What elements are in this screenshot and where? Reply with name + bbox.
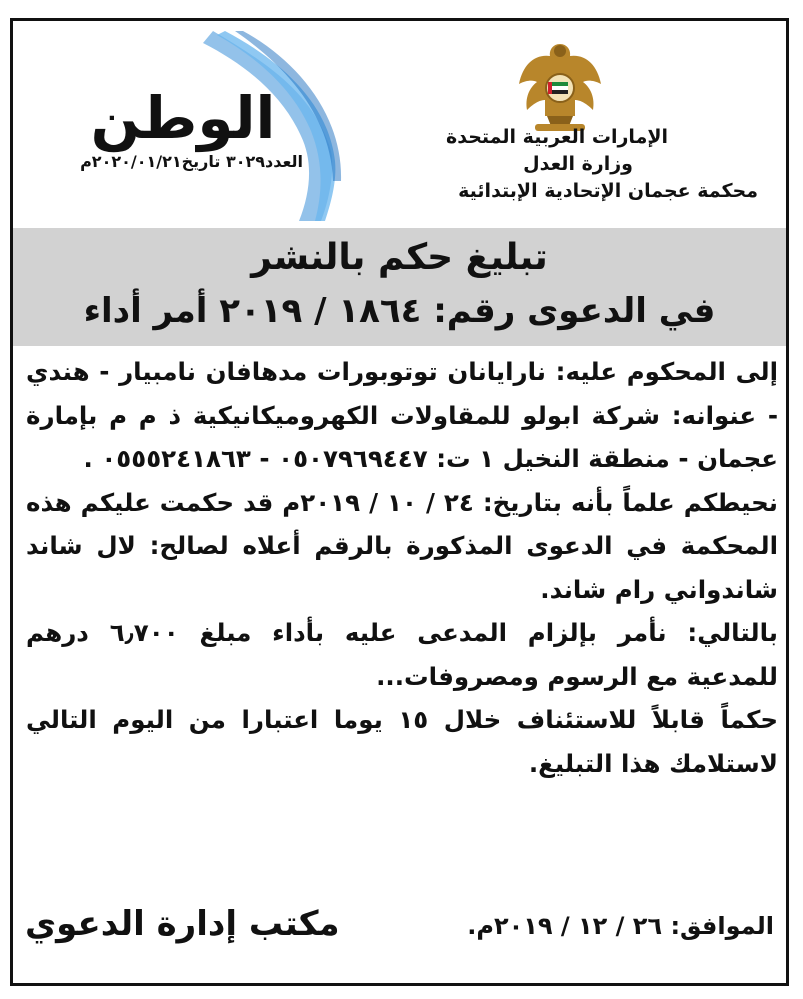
footer-signature: مكتب إدارة الدعوي	[25, 904, 340, 944]
body-paragraph-judgment: نحيطكم علماً بأنه بتاريخ: ٢٤ / ١٠ / ٢٠١٩م قد حكمت عليكم هذه المحكمة في الدعوى المذكورة بالرقم أعلاه لصالح: لال شاند شاندواني رام شاند.	[26, 487, 778, 604]
body-paragraph-recipient: إلى المحكوم عليه: نارايانان توتوبورات مدهافان نامبيار - هندي - عنوانه: شركة ابولو للمقاولات الكهروميكانيكية ذ م م بإمارة عجمان - منطقة النخيل ١ ت: ٠٥٠٧٩٦٩٤٤٧ - ٠٥٥٥٢٤١٨٦٣ .	[26, 357, 778, 473]
notice-body	[26, 350, 778, 785]
case-number-line: في الدعوى رقم: ١٨٦٤ / ٢٠١٩ أمر أداء	[83, 291, 716, 331]
notice-footer	[13, 900, 786, 960]
body-paragraph-order: بالتالي: نأمر بإلزام المدعى عليه بأداء مبلغ ٦٫٧٠٠ درهم للمدعية مع الرسوم ومصروفات...	[26, 618, 778, 691]
notice-header	[13, 21, 786, 226]
ministry-name: وزارة العدل	[523, 153, 633, 175]
uae-emblem-icon	[515, 36, 605, 134]
authority-block	[373, 124, 758, 205]
newspaper-title: الوطن	[90, 84, 276, 152]
country-name: الإمارات العربية المتحدة	[446, 126, 668, 148]
newspaper-logo	[73, 84, 293, 152]
notice-title-band	[13, 228, 786, 346]
court-name: محكمة عجمان الإتحادية الإبتدائية	[458, 180, 758, 202]
footer-date: الموافق: ٢٦ / ١٢ / ٢٠١٩م.	[467, 912, 774, 940]
notice-title: تبليغ حكم بالنشر	[251, 237, 548, 278]
body-paragraph-appeal: حكماً قابلاً للاستئناف خلال ١٥ يوما اعتبارا من اليوم التالي لاستلامك هذا التبليغ.	[26, 705, 778, 778]
issue-line: العدد٣٠٢٩ تاريخ٢٠٢٠/٠١/٢١م	[80, 152, 303, 171]
